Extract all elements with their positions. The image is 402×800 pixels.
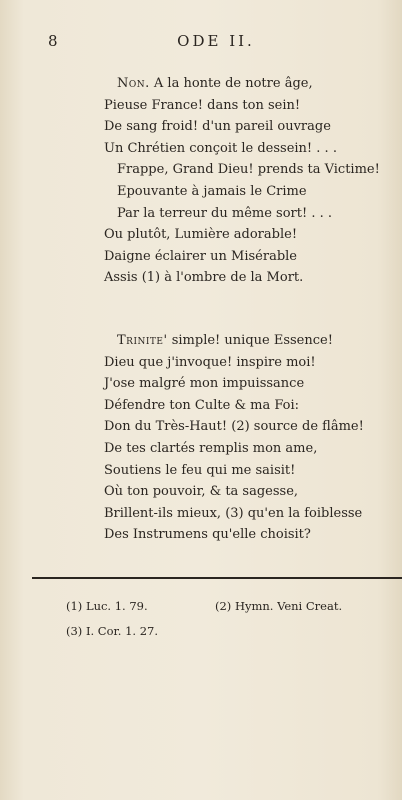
footnote-line [0,599,402,624]
verse-line: Assis (1) à l'ombre de la Mort. [104,270,304,286]
stanza-lead-word: Trinite' [117,333,168,348]
verse-line: Frappe, Grand Dieu! prends ta Victime! [117,162,380,178]
stanza-lead-word: Non. [117,76,150,91]
footnote-line [0,624,402,649]
verse-line: Un Chrétien conçoit le dessein! . . . [104,140,337,156]
verse-line: Dieu que j'invoque! inspire moi! [104,354,316,370]
page-number: 8 [48,32,59,50]
verse-line: De tes clartés remplis mon ame, [104,440,318,456]
verse-line: Don du Très-Haut! (2) source de flâme! [104,419,364,435]
verse-line: Par la terreur du même sort! . . . [117,205,333,221]
verse-line: Brillent-ils mieux, (3) qu'en la foiblesse [104,505,363,521]
stanza-1 [0,73,402,289]
verse-line: De sang froid! d'un pareil ouvrage [104,119,331,135]
footnotes [0,599,402,649]
verse-line: Pieuse France! dans ton sein! [104,97,301,113]
footnote: (2) Hymn. Veni Creat. [215,599,343,613]
verse-line: Trinite' simple! unique Essence! [117,333,333,348]
running-title: ODE II. [177,32,255,50]
verse-line: J'ose malgré mon impuissance [104,376,305,392]
footnote: (3) I. Cor. 1. 27. [66,624,158,638]
verse-line: Soutiens le feu qui me saisit! [104,462,296,478]
footnote: (1) Luc. 1. 79. [66,599,148,613]
stanza-2 [0,330,402,546]
verse-line: Epouvante à jamais le Crime [117,183,307,199]
verse-line: Des Instrumens qu'elle choisit? [104,527,311,543]
verse-line: Défendre ton Culte & ma Foi: [104,397,300,413]
verse-line: Daigne éclairer un Misérable [104,248,297,264]
footnote-rule [32,577,402,579]
page-header [0,32,402,54]
verse-line: Ou plutôt, Lumière adorable! [104,227,298,243]
verse-line: Où ton pouvoir, & ta sagesse, [104,484,299,500]
verse-line: Non. A la honte de notre âge, [117,76,313,91]
